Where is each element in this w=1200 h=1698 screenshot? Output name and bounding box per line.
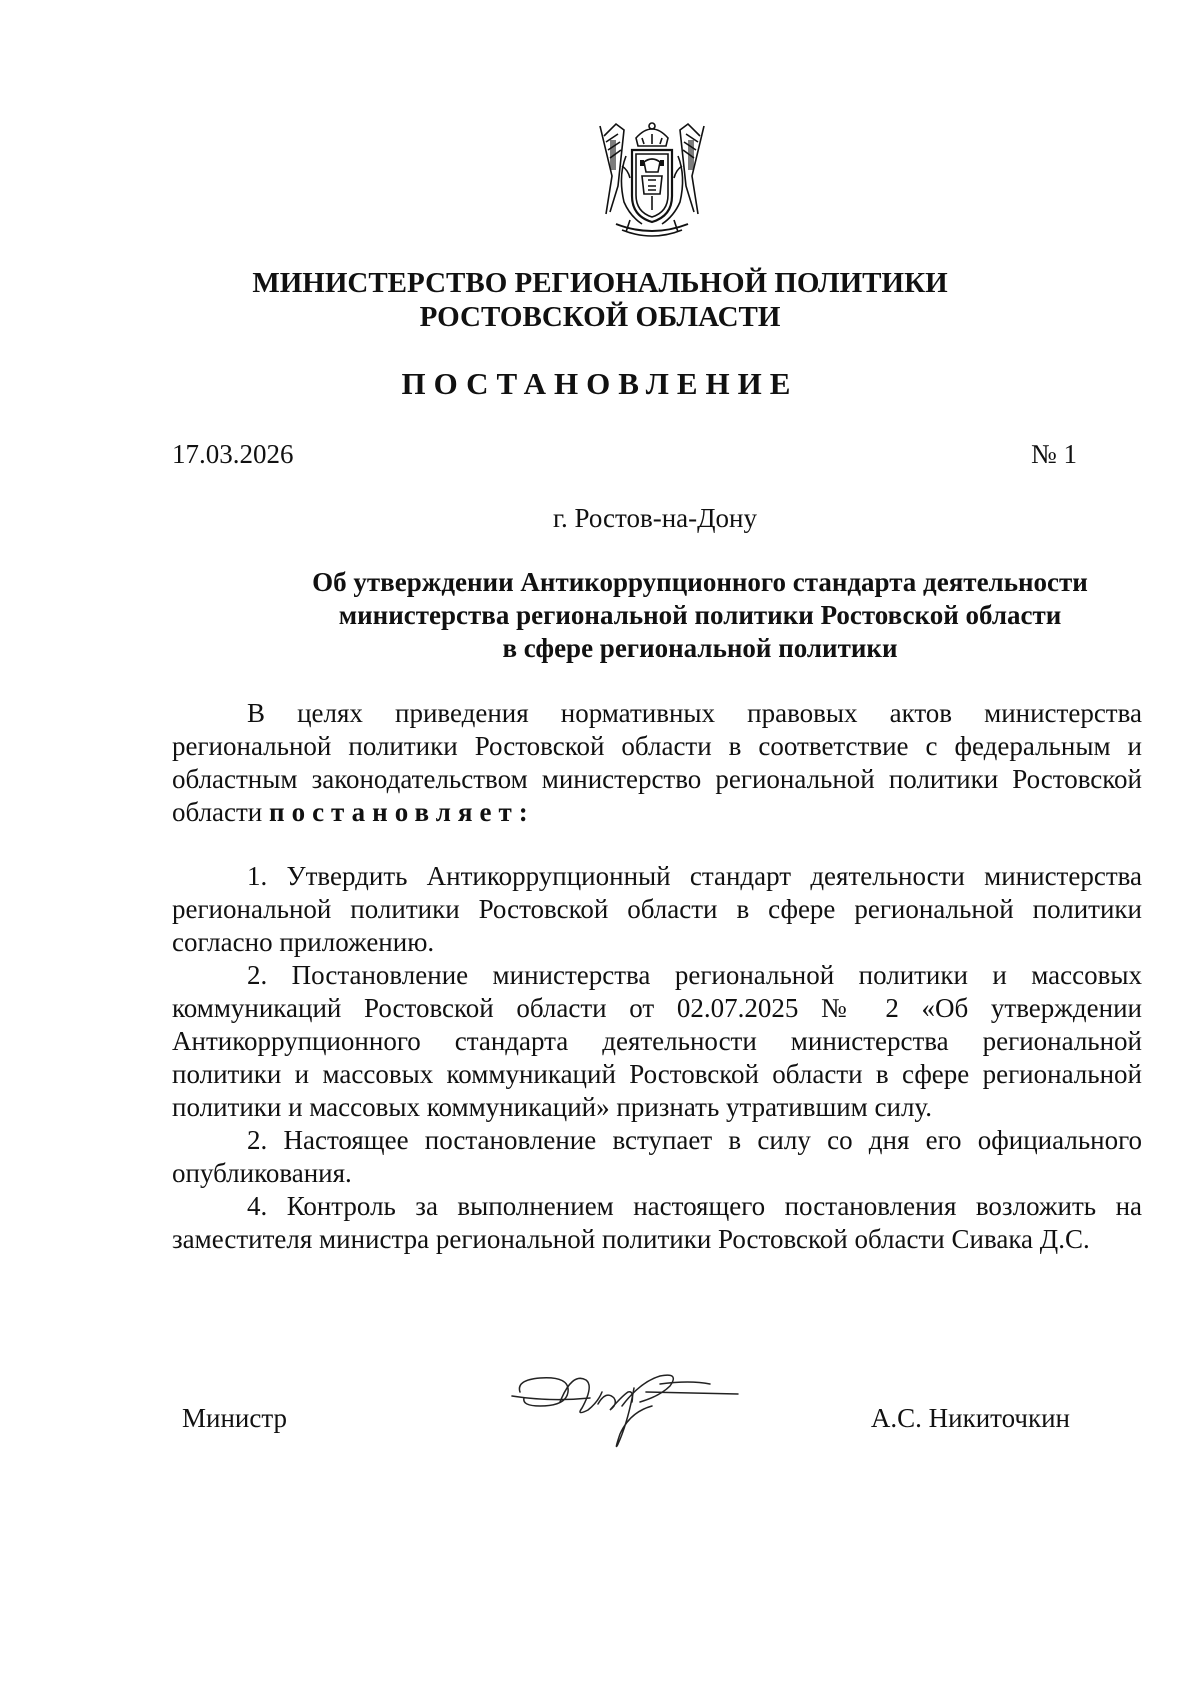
subject-line3: в сфере региональной политики bbox=[502, 633, 898, 663]
item-1: 1. Утвердить Антикоррупционный стандарт деятельности министерства региональной политики Ростовской области в сфере региональной политики согласно приложению. bbox=[172, 861, 1142, 957]
coat-of-arms-emblem bbox=[596, 116, 708, 242]
paragraph-gap bbox=[172, 829, 1142, 860]
document-subject bbox=[260, 566, 1140, 665]
preamble-text: В целях приведения нормативных правовых актов министерства региональной политики Ростовской области в соответствие с федеральным и областным законодательством министерство региональной политики Ростовской области bbox=[172, 698, 1142, 827]
ministry-title-line1: МИНИСТЕРСТВО РЕГИОНАЛЬНОЙ ПОЛИТИКИ bbox=[252, 267, 948, 299]
item-3: 2. Настоящее постановление вступает в силу со дня его официального опубликования. bbox=[172, 1125, 1142, 1188]
ministry-title-line2: РОСТОВСКОЙ ОБЛАСТИ bbox=[419, 301, 781, 333]
document-city: г. Ростов-на-Дону bbox=[552, 503, 757, 533]
subject-line1: Об утверждении Антикоррупционного стандарта деятельности bbox=[312, 567, 1088, 597]
signatory-title: Министр bbox=[182, 1403, 287, 1433]
document-number: № 1 bbox=[1030, 439, 1077, 469]
ministry-title bbox=[0, 266, 1200, 334]
preamble-paragraph bbox=[172, 697, 1142, 829]
subject-line2: министерства региональной политики Ростовской области bbox=[338, 600, 1062, 630]
item-2: 2. Постановление министерства региональной политики и массовых коммуникаций Ростовской области от 02.07.2025 № 2 «Об утверждении Антикоррупционного стандарта деятельности министерства региональной политики и массовых коммуникаций Ростовской области в сфере региональной политики и массовых коммуникаций» признать утратившим силу. bbox=[172, 960, 1142, 1122]
resolves-keyword: постановляет: bbox=[269, 797, 535, 827]
document-body bbox=[172, 697, 1142, 1256]
document-date: 17.03.2026 bbox=[172, 439, 294, 469]
signatory-name: А.С. Никиточкин bbox=[870, 1403, 1070, 1433]
handwritten-signature bbox=[510, 1362, 810, 1480]
item-4: 4. Контроль за выполнением настоящего постановления возложить на заместителя министра региональной политики Ростовской области Сивака Д.С. bbox=[172, 1191, 1142, 1254]
document-type: ПОСТАНОВЛЕНИЕ bbox=[401, 366, 799, 401]
